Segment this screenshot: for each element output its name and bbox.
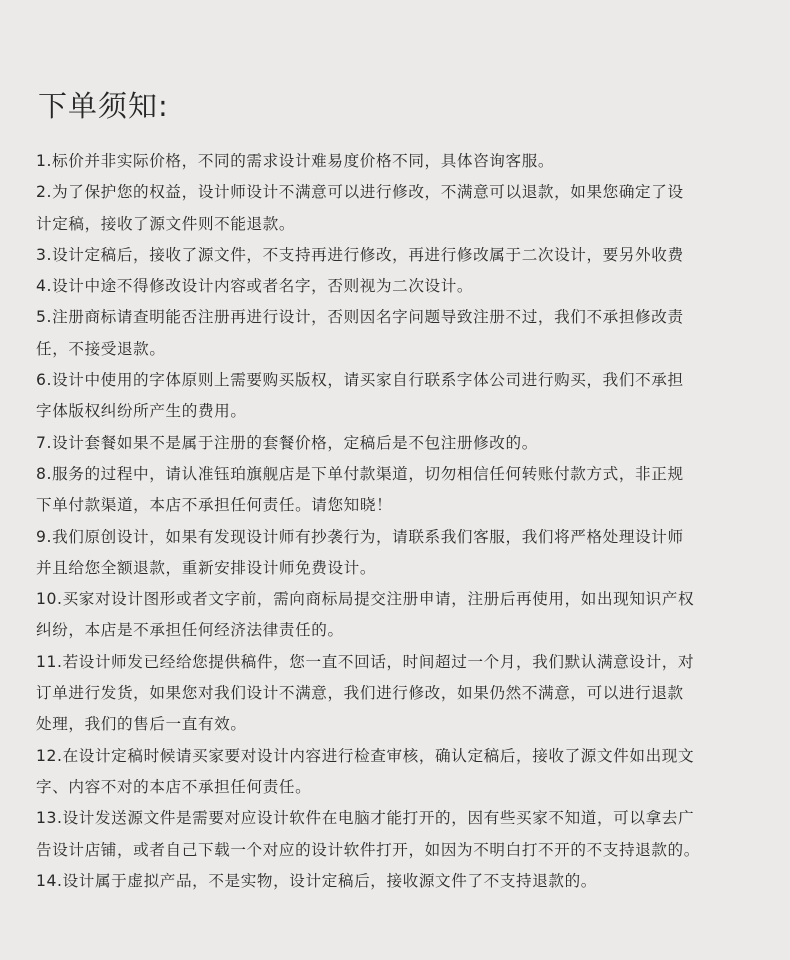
notice-line: 9.我们原创设计，如果有发现设计师有抄袭行为，请联系我们客服，我们将严格处理设计师 <box>36 527 684 546</box>
notice-line: 11.若设计师发已经给您提供稿件，您一直不回话，时间超过一个月，我们默认满意设计，对 <box>36 652 695 671</box>
notice-line: 7.设计套餐如果不是属于注册的套餐价格，定稿后是不包注册修改的。 <box>36 433 538 452</box>
notice-line: 5.注册商标请查明能否注册再进行设计，否则因名字问题导致注册不过，我们不承担修改责 <box>36 308 684 327</box>
notice-line: 13.设计发送源文件是需要对应设计软件在电脑才能打开的，因有些买家不知道，可以拿去广 <box>36 809 695 828</box>
notice-line: 6.设计中使用的字体原则上需要购买版权，请买家自行联系字体公司进行购买，我们不承担 <box>36 371 684 390</box>
notice-line: 并且给您全额退款，重新安排设计师免费设计。 <box>36 558 377 577</box>
notice-line: 字体版权纠纷所产生的费用。 <box>36 402 247 421</box>
notice-line: 字、内容不对的本店不承担任何责任。 <box>36 777 312 796</box>
notice-line: 14.设计属于虚拟产品，不是实物，设计定稿后，接收源文件了不支持退款的。 <box>36 871 597 890</box>
notice-line: 计定稿，接收了源文件则不能退款。 <box>36 214 296 233</box>
notice-line: 2.为了保护您的权益，设计师设计不满意可以进行修改，不满意可以退款，如果您确定了设 <box>36 183 684 202</box>
notice-line: 处理，我们的售后一直有效。 <box>36 715 247 734</box>
notice-line: 4.设计中途不得修改设计内容或者名字，否则视为二次设计。 <box>36 277 474 296</box>
notice-line: 3.设计定稿后，接收了源文件，不支持再进行修改，再进行修改属于二次设计，要另外收费 <box>36 245 684 264</box>
notice-line: 10.买家对设计图形或者文字前，需向商标局提交注册申请，注册后再使用，如出现知识产权 <box>36 590 695 609</box>
notice-line: 告设计店铺，或者自己下载一个对应的设计软件打开，如因为不明白打不开的不支持退款的。 <box>36 840 700 859</box>
notice-line: 8.服务的过程中，请认准钰珀旗舰店是下单付款渠道，切勿相信任何转账付款方式，非正规 <box>36 464 684 483</box>
notice-line: 纠纷，本店是不承担任何经济法律责任的。 <box>36 621 344 640</box>
notice-list <box>36 146 766 897</box>
notice-line: 订单进行发货，如果您对我们设计不满意，我们进行修改，如果仍然不满意，可以进行退款 <box>36 684 684 703</box>
notice-line: 1.标价并非实际价格，不同的需求设计难易度价格不同，具体咨询客服。 <box>36 152 555 170</box>
notice-line: 下单付款渠道，本店不承担任何责任。请您知晓！ <box>36 496 393 515</box>
notice-line: 12.在设计定稿时候请买家要对设计内容进行检查审核，确认定稿后，接收了源文件如出现文 <box>36 746 695 765</box>
notice-line: 任，不接受退款。 <box>36 339 166 358</box>
page-title: 下单须知: <box>38 89 169 123</box>
